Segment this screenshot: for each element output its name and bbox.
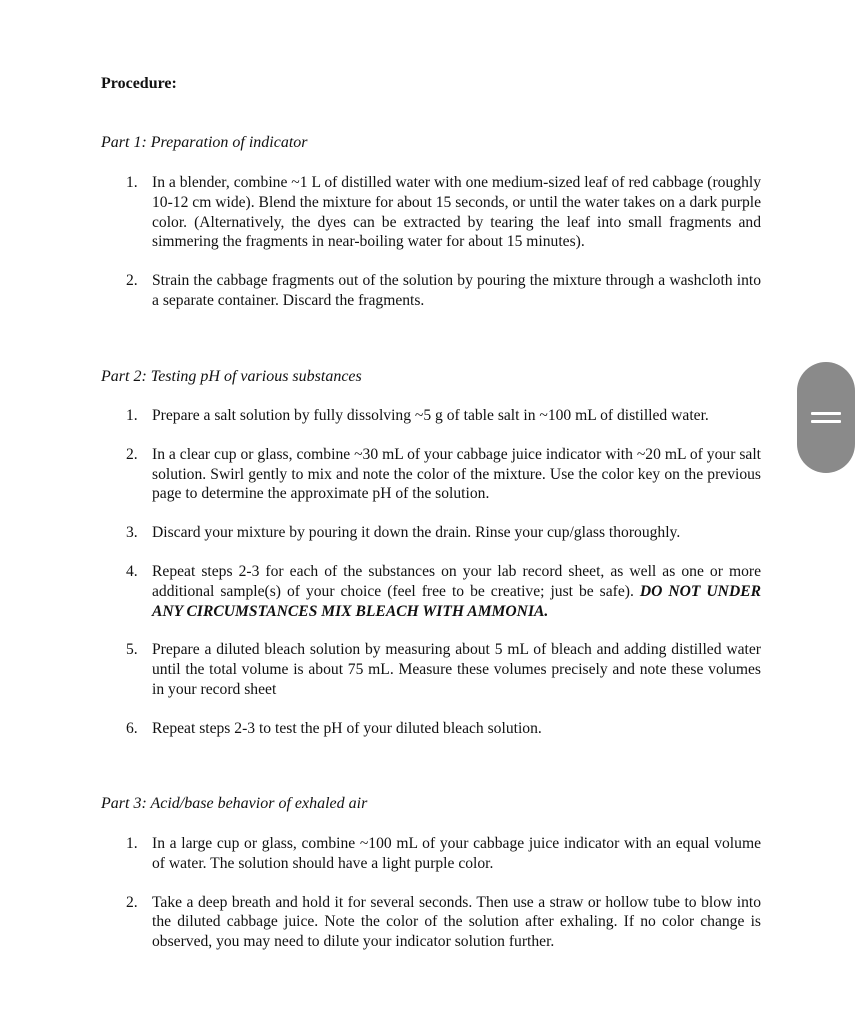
handle-bar: [811, 420, 841, 423]
list-item: [101, 719, 761, 739]
step-text: Strain the cabbage fragments out of the solution by pouring the mixture through a washcloth into a separate container. Discard the fragments.: [152, 272, 761, 309]
step-text: Repeat steps 2-3 for each of the substances on your lab record sheet, as well as one or more additional sample(s) of your choice (feel free to be creative; just be safe).: [152, 562, 761, 600]
step-text: Repeat steps 2-3 to test the pH of your diluted bleach solution.: [152, 719, 542, 737]
step-text: Take a deep breath and hold it for several seconds. Then use a straw or hollow tube to blow into the diluted cabbage juice. Note the color of the solution after exhaling. If no color change is observed, you may need to dilute your indicator solution further.: [152, 893, 761, 951]
list-item: [101, 271, 761, 311]
step-text: In a blender, combine ~1 L of distilled water with one medium-sized leaf of red cabbage (roughly 10-12 cm wide). Blend the mixture for about 15 seconds, or until the water takes on a dark purple color. (Alternatively, the dyes can be extracted by tearing the leaf into small fragments and simmering the fragments in near-boiling water for about 15 minutes).: [152, 174, 761, 251]
list-item: [101, 893, 761, 952]
list-item: [101, 640, 761, 699]
list-item: [101, 173, 761, 252]
part-1-title: Part 1: Preparation of indicator: [101, 134, 308, 151]
list-item: [101, 562, 761, 621]
part-1-steps: [101, 173, 761, 330]
step-text: Prepare a diluted bleach solution by measuring about 5 mL of bleach and adding distilled water until the total volume is about 75 mL. Measure these volumes precisely and note these volumes in your record sheet: [152, 641, 761, 698]
part-2-steps: [101, 406, 761, 758]
part-3-title: Part 3: Acid/base behavior of exhaled air: [101, 795, 368, 812]
scroll-handle[interactable]: [797, 362, 855, 473]
handle-bar: [811, 412, 841, 415]
step-number: 2.: [126, 272, 138, 290]
step-text: In a clear cup or glass, combine ~30 mL of your cabbage juice indicator with ~20 mL of your salt solution. Swirl gently to mix and note the color of the mixture. Use the color key on the previous page to determine the approximate pH of the solution.: [152, 445, 761, 503]
step-number: 2.: [126, 893, 138, 911]
part-3-steps: [101, 834, 761, 971]
list-item: [101, 523, 761, 543]
list-item: [101, 445, 761, 504]
step-number: 3.: [126, 524, 138, 542]
step-number: 1.: [126, 835, 138, 852]
step-number: 2.: [126, 445, 138, 463]
step-number: 1.: [126, 174, 138, 191]
step-number: 1.: [126, 407, 138, 424]
part-2-title: Part 2: Testing pH of various substances: [101, 368, 362, 385]
procedure-heading: Procedure:: [101, 75, 177, 92]
safety-warning: DO NOT UNDER ANY CIRCUMSTANCES MIX BLEACH WITH AMMONIA.: [152, 582, 762, 620]
step-text: Prepare a salt solution by fully dissolving ~5 g of table salt in ~100 mL of distilled water.: [152, 407, 709, 424]
step-text: Discard your mixture by pouring it down the drain. Rinse your cup/glass thoroughly.: [152, 524, 681, 542]
step-text: In a large cup or glass, combine ~100 mL of your cabbage juice indicator with an equal volume of water. The solution should have a light purple color.: [152, 835, 761, 872]
step-number: 4.: [126, 562, 138, 580]
list-item: [101, 406, 761, 426]
step-number: 6.: [126, 719, 138, 737]
list-item: [101, 834, 761, 874]
step-number: 5.: [126, 641, 138, 659]
